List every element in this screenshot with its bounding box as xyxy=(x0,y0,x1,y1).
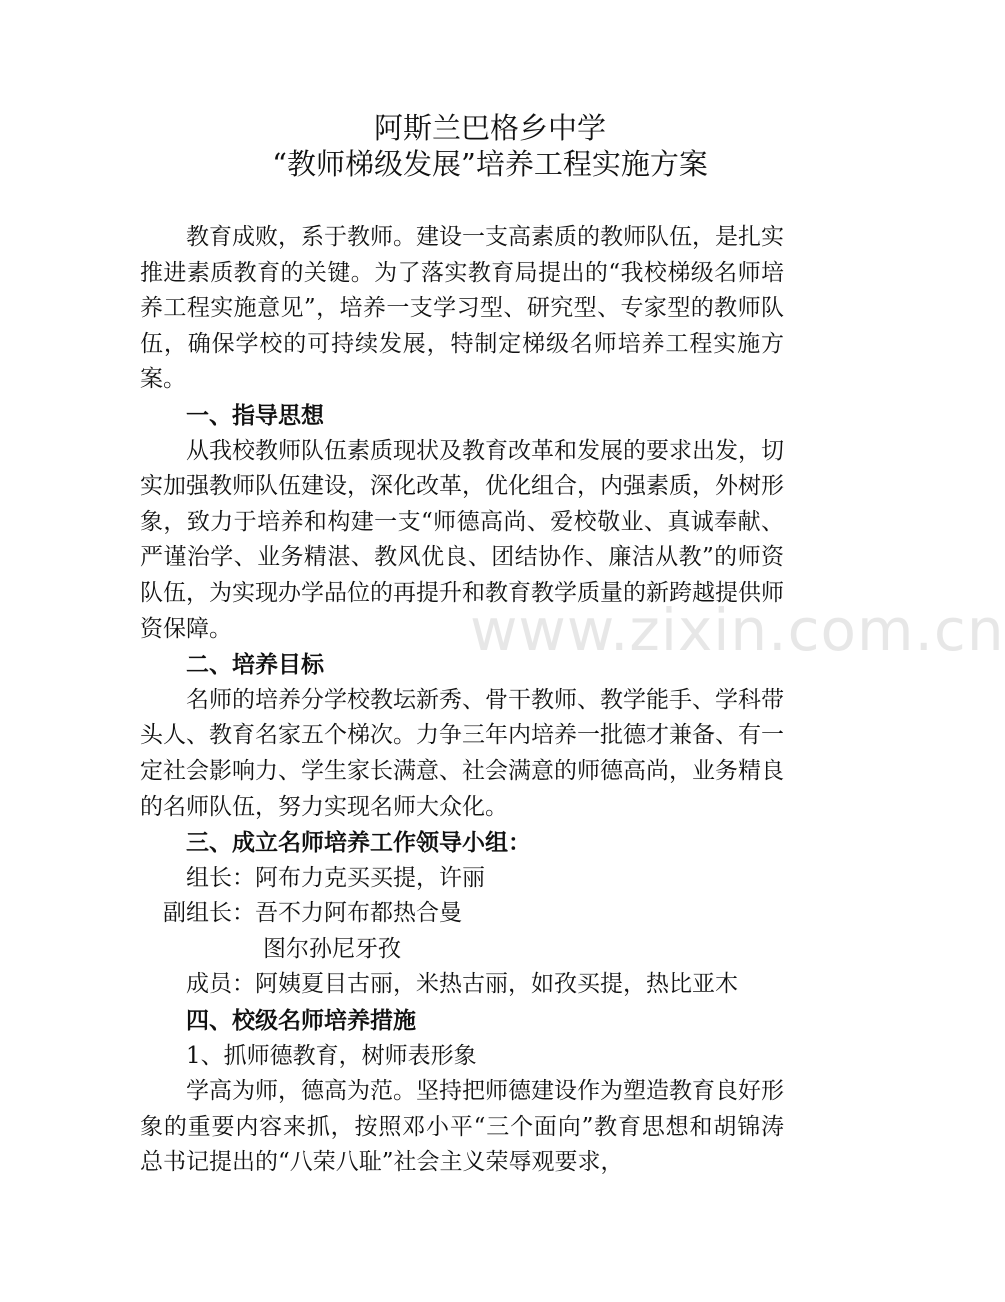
document-title-line2: “教师梯级发展”培养工程实施方案 xyxy=(272,147,708,181)
document-body xyxy=(140,220,784,1181)
intro-paragraph: 教育成败，系于教师。建设一支高素质的教师队伍，是扎实推进素质教育的关键。为了落实教育局提出的“我校梯级名师培养工程实施意见”，培养一支学习型、研究型、专家型的教师队伍，确保学校的可持续发展，特制定梯级名师培养工程实施方案。 xyxy=(140,224,784,393)
section4-heading: 四、校级名师培养措施 xyxy=(186,1007,416,1035)
section4-item1-heading: 1、抓师德教育，树师表形象 xyxy=(186,1042,477,1069)
section3-heading: 三、成立名师培养工作领导小组： xyxy=(186,829,531,857)
group-vice-leader-2: 图尔孙尼牙孜 xyxy=(263,935,401,962)
section2-heading: 二、培养目标 xyxy=(186,651,324,679)
watermark: www.zixin.com.cn xyxy=(470,596,1005,664)
document-title-line1: 阿斯兰巴格乡中学 xyxy=(373,111,606,145)
section4-item1-paragraph: 学高为师，德高为范。坚持把师德建设作为塑造教育良好形象的重要内容来抓，按照邓小平“三个面向”教育思想和胡锦涛总书记提出的“八荣八耻”社会主义荣辱观要求， xyxy=(140,1078,784,1176)
section2-paragraph: 名师的培养分学校教坛新秀、骨干教师、教学能手、学科带头人、教育名家五个梯次。力争三年内培养一批德才兼备、有一定社会影响力、学生家长满意、社会满意的师德高尚，业务精良的名师队伍，努力实现名师大众化。 xyxy=(140,686,784,820)
section1-heading: 一、指导思想 xyxy=(186,401,324,429)
group-vice-leader: 副组长：吾不力阿布都热合曼 xyxy=(163,900,462,927)
section1-paragraph: 从我校教师队伍素质现状及教育改革和发展的要求出发，切实加强教师队伍建设，深化改革，优化组合，内强素质，外树形象，致力于培养和构建一支“师德高尚、爱校敬业、真诚奉献、严谨治学、业务精湛、教风优良、团结协作、廉洁从教”的师资队伍，为实现办学品位的再提升和教育教学质量的新跨越提供师资保障。 xyxy=(140,437,784,642)
group-members: 成员：阿姨夏目古丽，米热古丽，如孜买提，热比亚木 xyxy=(186,971,738,998)
group-leader: 组长：阿布力克买买提，许丽 xyxy=(186,864,485,891)
